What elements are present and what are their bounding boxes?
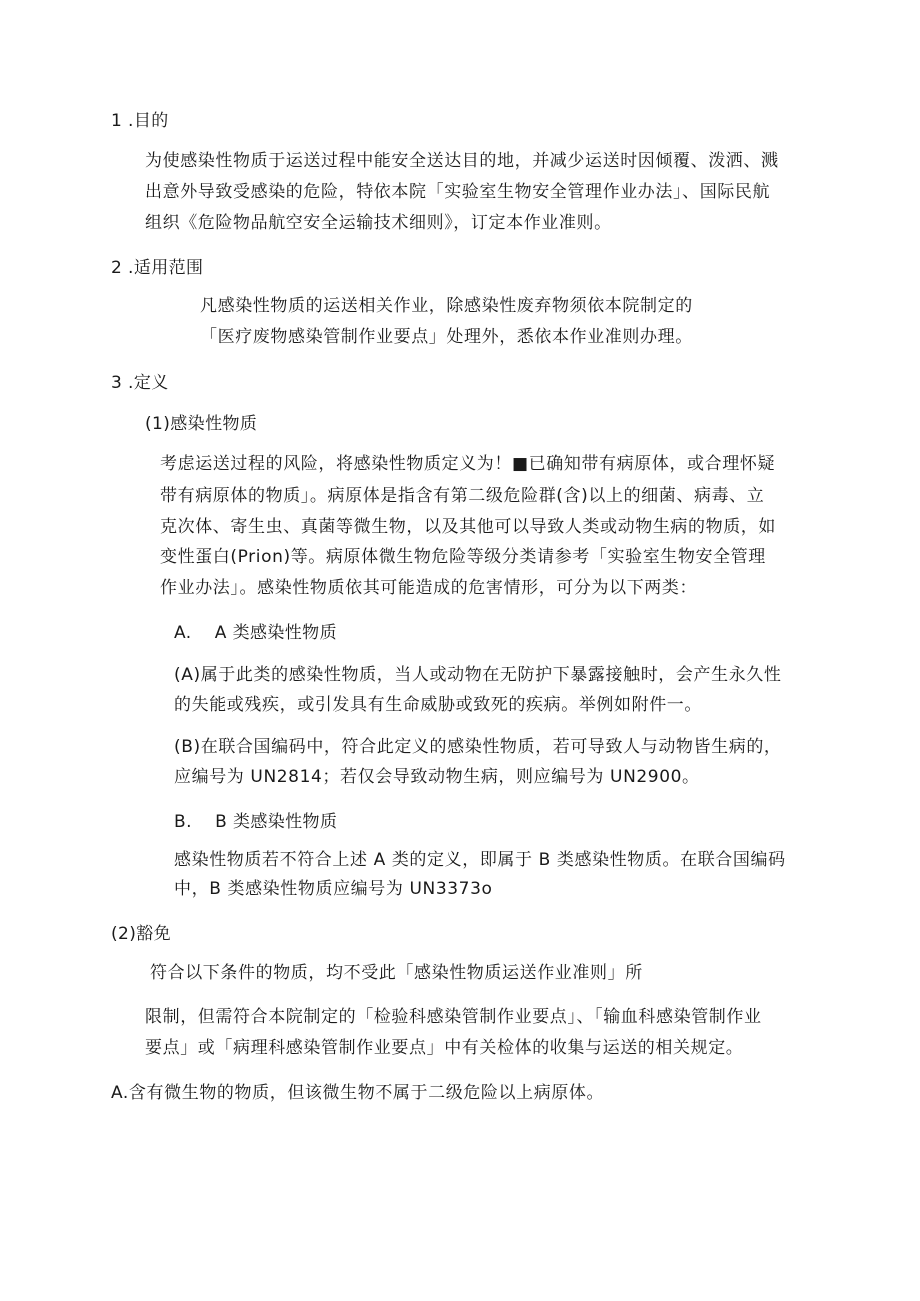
section-1-heading: 1 .目的 [111,111,169,131]
section-2-heading: 2 .适用范围 [111,258,204,278]
paragraph-line: 符合以下条件的物质，均不受此「感染性物质运送作业准则」所 [150,963,643,983]
paragraph-line: A.含有微生物的物质，但该微生物不属于二级危险以上病原体。 [111,1083,605,1103]
paragraph-line: 「医疗废物感染管制作业要点」处理外，悉依本作业准则办理。 [200,327,693,347]
paragraph-line: 克次体、寄生虫、真菌等微生物，以及其他可以导致人类或动物生病的物质，如 [160,517,776,537]
class-b-heading: B. B 类感染性物质 [174,812,338,832]
paragraph-line: 作业办法」。感染性物质依其可能造成的危害情形，可分为以下两类： [160,578,698,598]
paragraph-line: 考虑运送过程的风险，将感染性物质定义为！■已确知带有病原体，或合理怀疑 [160,454,776,474]
paragraph-line: 限制，但需符合本院制定的「检验科感染管制作业要点」、「输血科感染管制作业 [145,1007,762,1027]
paragraph-line: 变性蛋白(Prion)等。病原体微生物危险等级分类请参考「实验室生物安全管理 [160,547,766,567]
paragraph-line: 带有病原体的物质」。病原体是指含有第二级危险群(含)以上的细菌、病毒、立 [160,486,765,506]
paragraph-line: 要点」或「病理科感染管制作业要点」中有关检体的收集与运送的相关规定。 [145,1038,744,1058]
paragraph-line: 的失能或残疾，或引发具有生命威胁或致死的疾病。举例如附件一。 [174,695,702,715]
paragraph-line: 中，B 类感染性物质应编号为 UN3373o [174,879,493,899]
paragraph-line: 凡感染性物质的运送相关作业，除感染性废弃物须依本院制定的 [200,296,693,316]
paragraph-line: 出意外导致受感染的危险，特依本院「实验室生物安全管理作业办法」、国际民航 [145,182,771,202]
subsection-2-heading: (2)豁免 [111,924,172,944]
paragraph-line: 应编号为 UN2814；若仅会导致动物生病，则应编号为 UN2900。 [174,767,700,787]
paragraph-line: (A)属于此类的感染性物质，当人或动物在无防护下暴露接触时，会产生永久性 [174,665,782,685]
paragraph-line: (B)在联合国编码中，符合此定义的感染性物质，若可导致人与动物皆生病的， [174,737,782,757]
paragraph-line: 感染性物质若不符合上述 A 类的定义，即属于 B 类感染性物质。在联合国编码 [174,850,786,870]
subsection-1-heading: (1)感染性物质 [145,414,258,434]
class-a-heading: A. A 类感染性物质 [174,623,337,643]
paragraph-line: 为使感染性物质于运送过程中能安全送达目的地，并减少运送时因倾覆、泼洒、溅 [145,151,779,171]
section-3-heading: 3 .定义 [111,373,169,393]
paragraph-line: 组织《危险物品航空安全运输技术细则》，订定本作业准则。 [145,213,612,233]
